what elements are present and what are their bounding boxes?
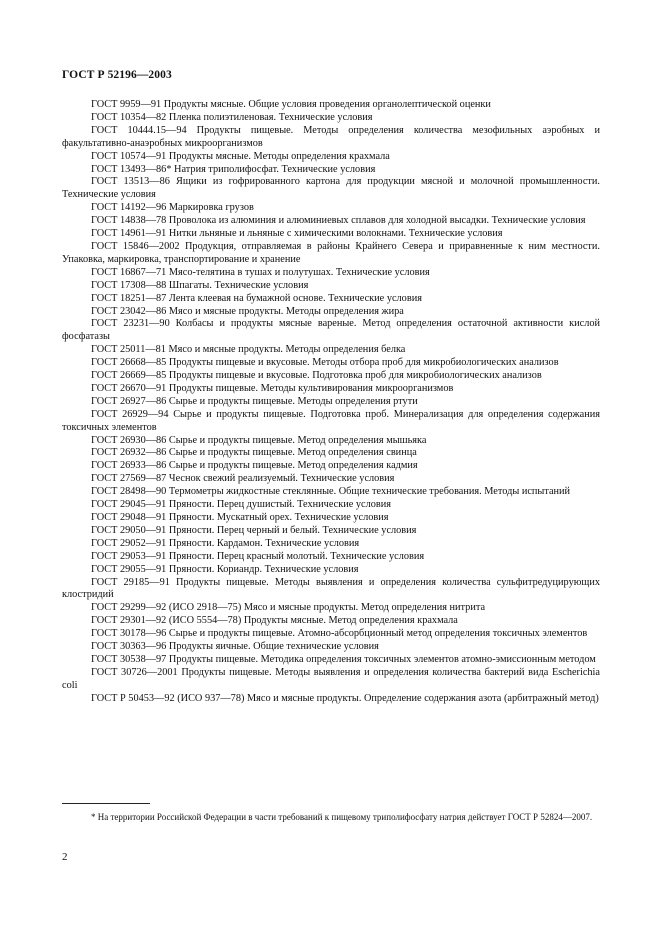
reference-entry: ГОСТ 26933—86 Сырье и продукты пищевые. Метод определения кадмия — [91, 460, 418, 472]
reference-entry: ГОСТ 30538—97 Продукты пищевые. Методика определения токсичных элементов атомно-эмиссионным методом — [91, 653, 596, 665]
reference-entry: ГОСТ 29185—91 Продукты пищевые. Методы выявления и определения количества сульфитредуцирующих клостридий — [62, 576, 600, 601]
reference-entry: ГОСТ 26670—91 Продукты пищевые. Методы культивирования микроорганизмов — [91, 382, 454, 394]
reference-entry: ГОСТ Р 50453—92 (ИСО 937—78) Мясо и мясные продукты. Определение содержания азота (арбитражный метод) — [91, 692, 599, 704]
reference-entry: ГОСТ 14192—96 Маркировка грузов — [91, 202, 254, 214]
reference-entry: ГОСТ 29301—92 (ИСО 5554—78) Продукты мясные. Метод определения крахмала — [91, 615, 458, 627]
reference-entry: ГОСТ 26668—85 Продукты пищевые и вкусовые. Методы отбора проб для микробиологических анализов — [91, 357, 559, 369]
reference-entry: ГОСТ 9959—91 Продукты мясные. Общие условия проведения органолептической оценки — [91, 99, 491, 110]
reference-entry: ГОСТ 29055—91 Пряности. Кориандр. Технические условия — [91, 563, 359, 575]
reference-entry: ГОСТ 29299—92 (ИСО 2918—75) Мясо и мясные продукты. Метод определения нитрита — [91, 602, 486, 614]
reference-entry: ГОСТ 30363—96 Продукты яичные. Общие технические условия — [91, 641, 379, 653]
reference-entry: ГОСТ 30178—96 Сырье и продукты пищевые. Атомно-абсорбционный метод определения токсичных элементов — [91, 628, 588, 640]
reference-entry: ГОСТ 14838—78 Проволока из алюминия и алюминиевых сплавов для холодной высадки. Технические условия — [91, 215, 586, 227]
reference-entry: ГОСТ 18251—87 Лента клеевая на бумажной основе. Технические условия — [91, 292, 422, 304]
page-header: ГОСТ Р 52196—2003 — [62, 69, 172, 81]
reference-entry: ГОСТ 23231—90 Колбасы и продукты мясные вареные. Метод определения остаточной активности кислой фосфатазы — [62, 318, 600, 343]
reference-entry: ГОСТ 15846—2002 Продукция, отправляемая в районы Крайнего Севера и приравненные к ним местности. Упаковка, маркировка, транспортирование и хранение — [62, 240, 600, 265]
reference-entry: ГОСТ 13513—86 Ящики из гофрированного картона для продукции мясной и молочной промышленности. Технические условия — [62, 176, 600, 201]
footnote-divider — [62, 803, 150, 804]
reference-entry: ГОСТ 29053—91 Пряности. Перец красный молотый. Технические условия — [91, 550, 425, 562]
reference-entry: ГОСТ 29048—91 Пряности. Мускатный орех. Технические условия — [91, 512, 389, 523]
reference-entry: ГОСТ 10354—82 Пленка полиэтиленовая. Технические условия — [91, 111, 373, 123]
page-number: 2 — [62, 851, 68, 863]
reference-entry: ГОСТ 13493—86* Натрия триполифосфат. Технические условия — [91, 163, 376, 175]
reference-entry: ГОСТ 30726—2001 Продукты пищевые. Методы выявления и определения количества бактерий вида Escherichia coli — [62, 666, 600, 691]
normative-references-list — [62, 99, 600, 706]
reference-entry: ГОСТ 23042—86 Мясо и мясные продукты. Методы определения жира — [91, 305, 404, 317]
reference-entry: ГОСТ 26932—86 Сырье и продукты пищевые. Метод определения свинца — [91, 447, 417, 459]
reference-entry: ГОСТ 27569—87 Чеснок свежий реализуемый. Технические условия — [91, 473, 395, 485]
reference-entry: ГОСТ 17308—88 Шпагаты. Технические условия — [91, 279, 309, 291]
reference-entry: ГОСТ 25011—81 Мясо и мясные продукты. Методы определения белка — [91, 344, 406, 356]
footnote: * На территории Российской Федерации в части требований к пищевому триполифосфату натрия действует ГОСТ Р 52824—2007. — [91, 812, 593, 822]
reference-entry: ГОСТ 14961—91 Нитки льняные и льняные с химическими волокнами. Технические условия — [91, 228, 503, 240]
reference-entry: ГОСТ 28498—90 Термометры жидкостные стеклянные. Общие технические требования. Методы испытаний — [91, 486, 571, 498]
reference-entry: ГОСТ 26929—94 Сырье и продукты пищевые. Подготовка проб. Минерализация для определения содержания токсичных элементов — [62, 408, 600, 433]
reference-entry: ГОСТ 29052—91 Пряности. Кардамон. Технические условия — [91, 537, 360, 549]
reference-entry: ГОСТ 26930—86 Сырье и продукты пищевые. Метод определения мышьяка — [91, 434, 427, 446]
reference-entry: ГОСТ 26669—85 Продукты пищевые и вкусовые. Подготовка проб для микробиологических анализов — [91, 370, 542, 382]
reference-entry: ГОСТ 26927—86 Сырье и продукты пищевые. Методы определения ртути — [91, 395, 418, 407]
reference-entry: ГОСТ 29045—91 Пряности. Перец душистый. Технические условия — [91, 499, 391, 511]
reference-entry: ГОСТ 10574—91 Продукты мясные. Методы определения крахмала — [91, 150, 390, 162]
reference-entry: ГОСТ 10444.15—94 Продукты пищевые. Методы определения количества мезофильных аэробных и факультативно-анаэробных микроорганизмов — [62, 124, 600, 149]
reference-entry: ГОСТ 29050—91 Пряности. Перец черный и белый. Технические условия — [91, 524, 417, 536]
reference-entry: ГОСТ 16867—71 Мясо-телятина в тушах и полутушах. Технические условия — [91, 266, 430, 278]
